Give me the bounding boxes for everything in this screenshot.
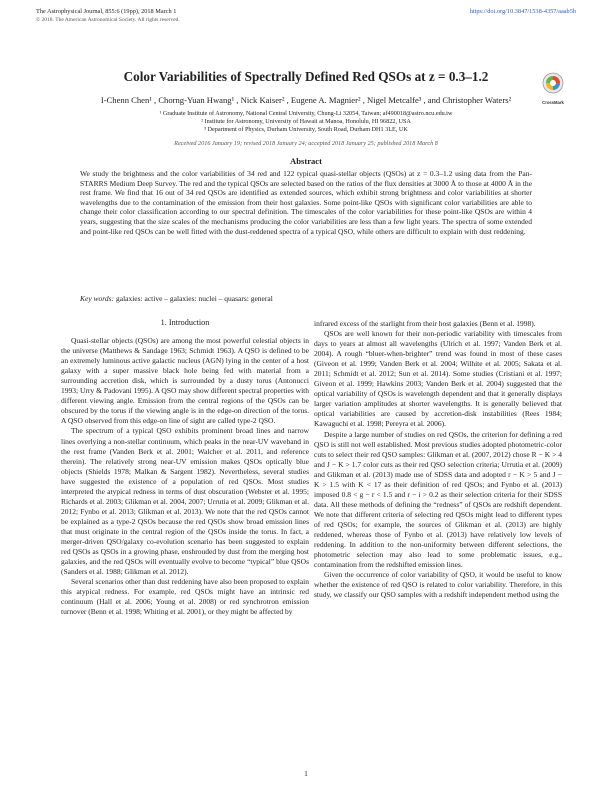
paragraph-continued: infrared excess of the starlight from their host galaxies (Benn et al. 1998).: [314, 319, 536, 328]
paragraph: Quasi-stellar objects (QSOs) are among the most powerful celestial objects in the universe (Matthews & Sandage 1963; Schmidt 1963). A QSO is defined to be an extremely luminous active galactic nucleus (AGN) lying in the center of a host galaxy with a super massive black hole being fed with material from a surrounding accretion disk, which is surrounded by a dusty torus (Antonucci 1993; Urry & Padovani 1995). A QSO may show different spectral properties with different viewing angle. Emission from the central regions of the QSOs can be obscured by the torus if the viewing angle is in the edge-on direction of the torus. A QSO observed from this edge-on line of sight are called type-2 QSO.: [61, 336, 309, 426]
crossmark-label: CrossMark: [542, 100, 564, 105]
paragraph: Despite a large number of studies on red QSOs, the criterion for defining a red QSO is still not well established. Most previous studies adopted photometric-color cuts to select their red QSO samples: Glikman et al. (2007, 2012) chose R − K > 4 and J − K > 1.7 color cuts as their red QSO selection criteria; Urrutia et al. (2009) and Glikman et al. (2013) made use of SDSS data and adopted r − K > 5 and J − K > 1.5 with K < 17 as their definition of red QSOs; and Fynbo et al. (2013) imposed 0.8 < g − r < 1.5 and r − i > 0.2 as their selection criteria for their SDSS data. All these methods of defining the “redness” of QSOs are redshift dependent. We note that different criteria of selecting red QSOs might lead to different types of red QSOs; for example, the sources of Glikman et al. (2013) are highly reddened, whereas those of Fynbo et al. (2013) have relatively low levels of reddening. In addition to the non-uniformity between different selections, the photometric selection may also lead to some problematic issues, e.g., contamination from the redshifted emission lines.: [314, 429, 562, 570]
affiliation-1: ¹ Graduate Institute of Astronomy, National Central University, Chung-Li 32054, Taiwan; af490018@astro.ncu.edu.tw: [159, 110, 453, 117]
paragraph: Several scenarios other than dust reddening have also been proposed to explain this atypical redness. For example, red QSOs might have an intrinsic red continuum (Hall et al. 2006; Young et al. 2008) or red synchrotron emission turnover (Benn et al. 1998; Whiting et al. 2001), or they might be affected by: [61, 577, 309, 617]
affiliation-3: ³ Department of Physics, Durham University, South Road, Durham DH1 3LE, UK: [204, 126, 408, 133]
keywords-label: Key words:: [80, 294, 115, 303]
keywords: [80, 294, 532, 304]
right-column: [314, 319, 562, 600]
paper-title: Color Variabilities of Spectrally Defined Red QSOs at z = 0.3–1.2: [123, 69, 489, 84]
paragraph: QSOs are well known for their non-periodic variability with timescales from days to years at almost all wavelengths (Ulrich et al. 1997; Vanden Berk et al. 2004). A rough “bluer-when-brighter” trend was found in most of these cases (Giveon et al. 1999; Vanden Berk et al. 2004; Wilhite et al. 2005; Sakata et al. 2011; Schmidt et al. 2012; Sun et al. 2014). Some studies (Cristiani et al. 1997; Giveon et al. 1999; Hawkins 2003; Vanden Berk et al. 2004) suggested that the optical variability of QSOs is wavelength dependent and that it generally displays larger variation amplitudes at shorter wavelengths. It is generally believed that optical variabilities are caused by accretion-disk instabilities (Rees 1984; Kawaguchi et al. 1998; Pereyra et al. 2006).: [314, 329, 562, 429]
affiliation-2: ² Institute for Astronomy, University of Hawaii at Manoa, Honolulu, HI 96822, USA: [201, 118, 411, 125]
doi-link[interactable]: https://doi.org/10.3847/1538-4357/aaab5b: [469, 8, 576, 15]
abstract-text: We study the brightness and the color variabilities of 34 red and 122 typical quasi-stellar objects (QSOs) at z = 0.3–1.2 using data from the Pan-STARRS Medium Deep Survey. The red and the typical QSOs are selected based on the ratios of the flux densities at 3000 Å to those at 4000 Å in the rest frame. We find that 16 out of 34 red QSOs are identified as extended sources, which exhibit strong brightness and color variabilities at shorter wavelengths due to the contamination of the emission from their host galaxies. Some point-like QSOs with significant color variabilities are able to change their color classification according to our spectral definition. The timescales of the color variabilities for these point-like QSOs are within 4 years, suggesting that the size scales of the mechanisms producing the color variabilities are less than a few light years. The spectra of some extended and point-like red QSOs can be well fitted with the dust-reddened spectra of a typical QSO, while others are difficult to explain with dust reddening.: [80, 169, 532, 236]
copyright-line: © 2018. The American Astronomical Society. All rights reserved.: [36, 17, 180, 23]
author-list: I-Chenn Chen¹ , Chorng-Yuan Hwang¹ , Nick Kaiser² , Eugene A. Magnier² , Nigel Metcalfe³ , and Christopher Waters²: [100, 95, 512, 105]
received-dates: Received 2016 January 19; revised 2018 January 24; accepted 2018 January 25; published 2018 March 8: [174, 140, 438, 147]
keywords-text: galaxies: active – galaxies: nuclei – quasars: general: [115, 294, 273, 303]
section-heading: 1. Introduction: [160, 318, 210, 327]
paragraph: Given the occurrence of color variability of QSO, it would be useful to know whether the existence of red QSO is related to color variability. Therefore, in this study, we classify our QSO samples with a redshift independent method using the: [314, 570, 562, 600]
paragraph: The spectrum of a typical QSO exhibits prominent broad lines and narrow lines overlying a non-stellar continuum, which peaks in the near-UV waveband in the rest frame (Vanden Berk et al. 2001; Walcher et al. 2011, and reference therein). The relatively strong near-UV emission makes QSOs optically blue objects (Shields 1978; Malkan & Sargent 1982). Nevertheless, several studies have suggested the existence of a population of red QSOs. Most studies interpreted the atypical redness in terms of dust obscuration (Webster et al. 1995; Richards et al. 2003; Glikman et al. 2004, 2007; Urrutia et al. 2009; Glikman et al. 2012; Fynbo et al. 2013; Glikman et al. 2013). We note that the red QSOs cannot be explained as a type-2 QSOs because the red QSOs show broad emission lines that must originate in the central region of the QSOs inside the torus. In fact, a merger-driven QSO/galaxy co-evolution scenario has been suggested to explain red QSOs as QSOs in a growing phase, enshrouded by dust from the merging host galaxies, and the red QSOs will eventually evolve to become “typical” blue QSOs (Sanders et al. 1988; Glikman et al. 2012).: [61, 426, 309, 577]
abstract-heading: Abstract: [290, 156, 322, 166]
left-column: [61, 316, 309, 617]
page-number: 1: [304, 769, 308, 778]
journal-line: The Astrophysical Journal, 855:6 (19pp), 2018 March 1: [36, 8, 177, 15]
